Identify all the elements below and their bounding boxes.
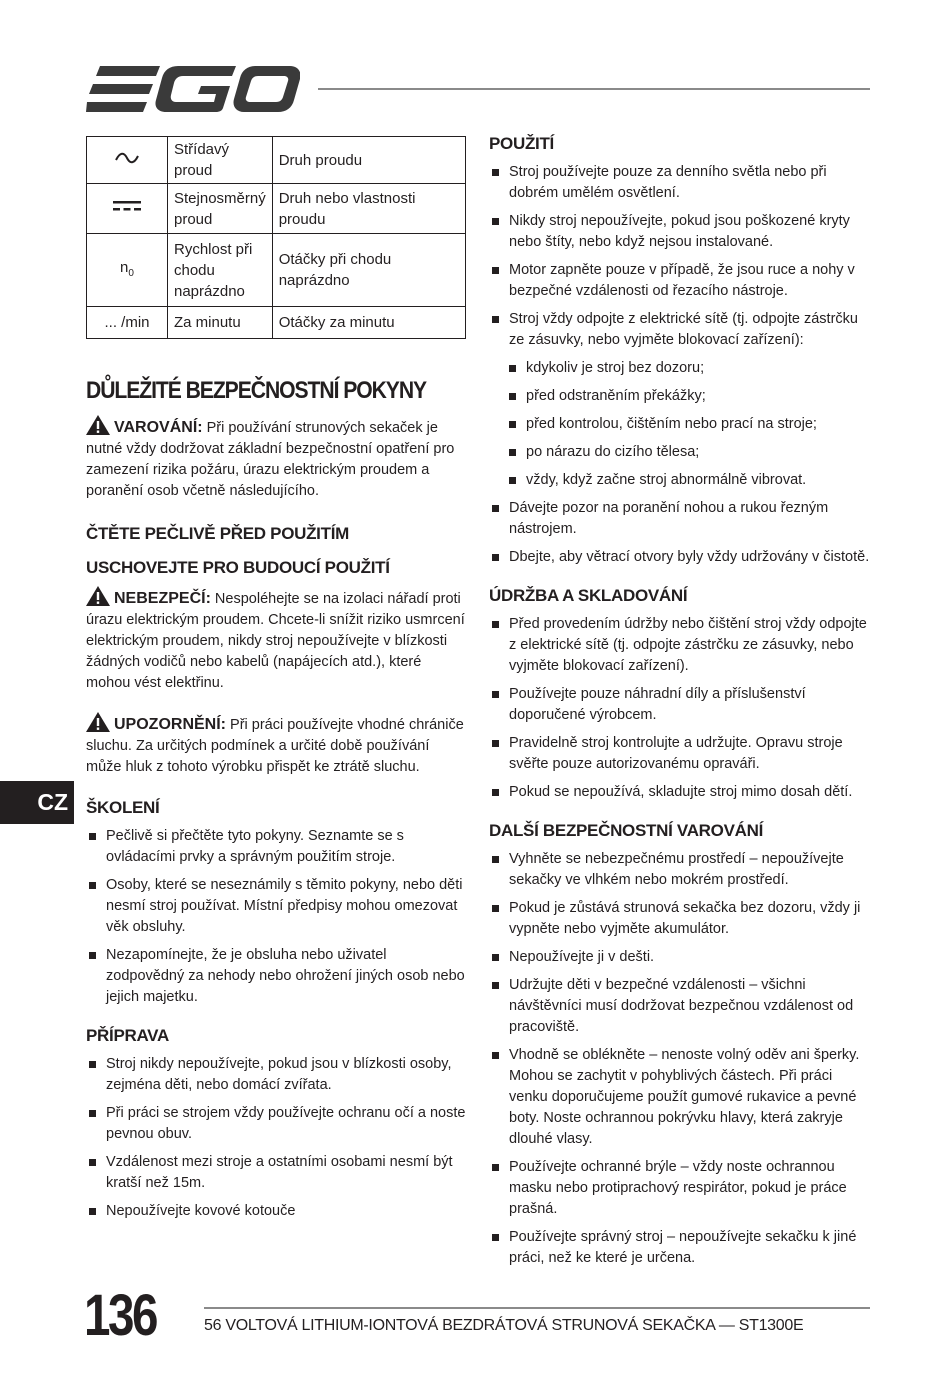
caution-triangle-icon (86, 712, 110, 732)
danger-label: NEBEZPEČÍ: (114, 590, 211, 607)
language-tab: CZ (0, 781, 74, 824)
footer-rule (204, 1307, 870, 1309)
prep-heading: PŘÍPRAVA (86, 1026, 169, 1045)
prep-list (86, 1054, 466, 1222)
table-row (87, 137, 466, 184)
list-item: Před provedením údržby nebo čištění stroj vždy odpojte z elektrické sítě (tj. odpojte zástrčku ze zásuvky, nebo vyjměte blokovací zařízení). (489, 614, 873, 677)
symbol-desc: Druh nebo vlastnosti proudu (272, 184, 465, 234)
use-list-continued (489, 498, 873, 568)
symbol-name: Střídavý proud (168, 137, 273, 184)
direct-current-icon (87, 184, 168, 234)
symbol-desc: Druh proudu (272, 137, 465, 184)
list-item: Vyhněte se nebezpečnému prostředí – nepoužívejte sekačky ve vlhkém nebo mokrém prostředí. (489, 849, 873, 891)
list-item: Používejte ochranné brýle – vždy noste ochrannou masku nebo protiprachový respirátor, pokud je práce prašná. (489, 1157, 873, 1220)
list-item: Nezapomínejte, že je obsluha nebo uživatel zodpovědný za nehody nebo ohrožení jiných osob nebo jejich majetku. (86, 945, 466, 1008)
maintenance-heading: ÚDRŽBA A SKLADOVÁNÍ (489, 586, 688, 605)
list-item: Pravidelně stroj kontrolujte a udržujte. Opravu stroje svěřte pouze autorizovanému opraváři. (489, 733, 873, 775)
maintenance-list (489, 614, 873, 803)
caution-text: Při práci používejte vhodné chrániče sluchu. Za určitých podmínek a určité době používání může hluk z tohoto výrobku přispět ke ztrátě sluchu. (86, 717, 464, 775)
page-number: 136 (84, 1283, 156, 1348)
more-warnings-heading: DALŠÍ BEZPEČNOSTNÍ VAROVÁNÍ (489, 821, 763, 840)
list-item: Nikdy stroj nepoužívejte, pokud jsou poškozené kryty nebo štíty, nebo když nejsou instalované. (489, 211, 873, 253)
danger-text: Nespoléhejte se na izolaci nářadí proti úrazu elektrickým proudem. Chcete-li snížit riziko usmrcení elektrickým proudem, nikdy stroj nepoužívejte v blízkosti žádných vodičů nebo kabelů (napájecích atd.), které mohou vést elektřinu. (86, 591, 465, 691)
no-load-speed-symbol: $n_0$ (87, 234, 168, 307)
ego-logo (86, 64, 300, 114)
right-column (489, 134, 873, 1276)
symbol-name: Za minutu (168, 307, 273, 339)
symbol-name: Stejnosměrný proud (168, 184, 273, 234)
list-item: Stroj nikdy nepoužívejte, pokud jsou v blízkosti osoby, zejména děti, nebo domácí zvířata. (86, 1054, 466, 1096)
list-item: před odstraněním překážky; (489, 386, 873, 407)
warning-triangle-icon (86, 415, 110, 435)
symbol-name: Rychlost při chodu naprázdno (168, 234, 273, 307)
table-row (87, 234, 466, 307)
per-minute-symbol: ... /min (87, 307, 168, 339)
header-rule (318, 88, 870, 90)
training-list (86, 826, 466, 1008)
list-item: Osoby, které se neseznámily s těmito pokyny, nebo děti nesmí stroj používat. Místní předpisy mohou omezovat věk obsluhy. (86, 875, 466, 938)
footer-title: 56 VOLTOVÁ LITHIUM-IONTOVÁ BEZDRÁTOVÁ STRUNOVÁ SEKAČKA — ST1300E (204, 1317, 804, 1334)
left-column (86, 136, 466, 1229)
symbol-desc: Otáčky při chodu naprázdno (272, 234, 465, 307)
warning-label: VAROVÁNÍ: (114, 419, 203, 436)
list-item: po nárazu do cizího tělesa; (489, 442, 873, 463)
list-item: Pokud se nepoužívá, skladujte stroj mimo dosah dětí. (489, 782, 873, 803)
more-warnings-list (489, 849, 873, 1269)
list-item: Používejte správný stroj – nepoužívejte sekačku k jiné práci, než ke které je určena. (489, 1227, 873, 1269)
danger-triangle-icon (86, 586, 110, 606)
training-heading: ŠKOLENÍ (86, 798, 160, 817)
table-row (87, 307, 466, 339)
warning-paragraph (86, 415, 466, 502)
list-item: Pečlivě si přečtěte tyto pokyny. Seznamte se s ovládacími prvky a správným použitím stroje. (86, 826, 466, 868)
read-heading: ČTĚTE PEČLIVĚ PŘED POUŽITÍM (86, 524, 349, 543)
list-item: Dbejte, aby větrací otvory byly vždy udržovány v čistotě. (489, 547, 873, 568)
symbol-desc: Otáčky za minutu (272, 307, 465, 339)
caution-label: UPOZORNĚNÍ: (114, 716, 226, 733)
list-item: Stroj používejte pouze za denního světla nebo při dobrém umělém osvětlení. (489, 162, 873, 204)
list-item: Udržujte děti v bezpečné vzdálenosti – všichni návštěvníci musí dodržovat bezpečnou vzdálenost od pracoviště. (489, 975, 873, 1038)
list-item: Nepoužívejte ji v dešti. (489, 947, 873, 968)
list-item: Motor zapněte pouze v případě, že jsou ruce a nohy v bezpečné vzdálenosti od řezacího nástroje. (489, 260, 873, 302)
list-item: Pokud je zůstává strunová sekačka bez dozoru, vždy ji vypněte nebo vyjměte akumulátor. (489, 898, 873, 940)
list-item: Používejte pouze náhradní díly a příslušenství doporučené výrobcem. (489, 684, 873, 726)
keep-heading: USCHOVEJTE PRO BUDOUCÍ POUŽITÍ (86, 558, 390, 577)
list-item: kdykoliv je stroj bez dozoru; (489, 358, 873, 379)
caution-paragraph (86, 712, 466, 778)
symbols-table (86, 136, 466, 339)
use-heading: POUŽITÍ (489, 134, 554, 153)
use-list (489, 162, 873, 351)
list-item: vždy, když začne stroj abnormálně vibrovat. (489, 470, 873, 491)
list-item: Vhodně se oblékněte – nenoste volný oděv ani šperky. Mohou se zachytit v pohyblivých částech. Při práci venku doporučujeme použít gumové rukavice a pevné boty. Noste ochrannou pokrývku hlavy, která zakryje dlouhé vlasy. (489, 1045, 873, 1150)
table-row (87, 184, 466, 234)
warning-text: Při používání strunových sekaček je nutné vždy dodržovat základní bezpečnostní opatření pro zamezení rizika požáru, úrazu elektrickým proudem a poranění osob včetně následujícího. (86, 420, 455, 499)
danger-paragraph (86, 586, 466, 694)
page-title: DŮLEŽITÉ BEZPEČNOSTNÍ POKYNY (86, 377, 427, 404)
list-item: Při práci se strojem vždy používejte ochranu očí a noste pevnou obuv. (86, 1103, 466, 1145)
list-item: Dávejte pozor na poranění nohou a rukou řezným nástrojem. (489, 498, 873, 540)
alternating-current-icon (87, 137, 168, 184)
list-item: před kontrolou, čištěním nebo prací na stroje; (489, 414, 873, 435)
list-item: Vzdálenost mezi stroje a ostatními osobami nesmí být kratší než 15m. (86, 1152, 466, 1194)
use-sublist (489, 358, 873, 491)
list-item: Stroj vždy odpojte z elektrické sítě (tj. odpojte zástrčku ze zásuvky, nebo vyjměte blokovací zařízení): (489, 309, 873, 351)
list-item: Nepoužívejte kovové kotouče (86, 1201, 466, 1222)
